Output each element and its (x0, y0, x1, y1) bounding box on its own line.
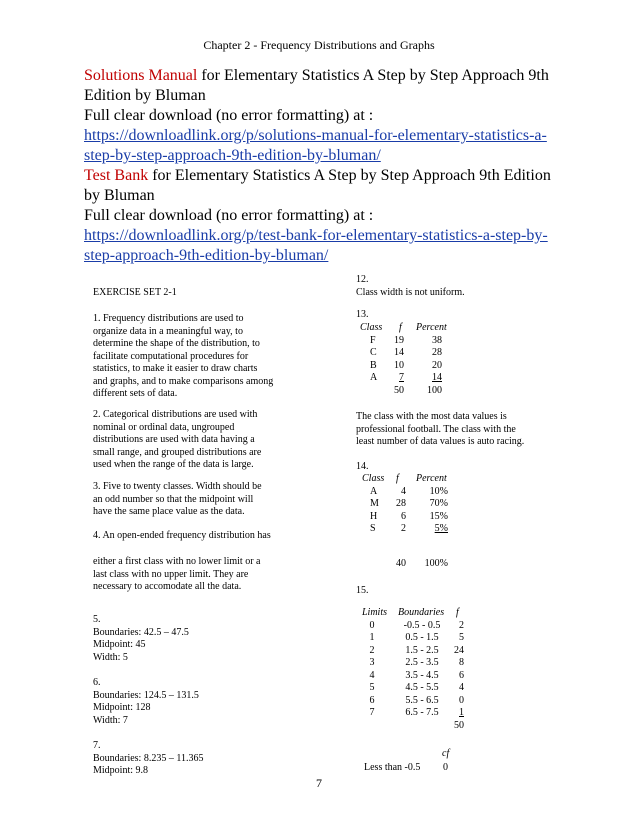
table-cell: -0.5 - 0.5 (403, 619, 441, 631)
table-14 (356, 473, 486, 536)
table-cell: 10 (394, 359, 404, 371)
table-header: f (456, 607, 459, 618)
table-total: 50 (394, 384, 404, 396)
answer-5 (93, 614, 189, 664)
solutions-manual-title-cont: Edition by Bluman (84, 87, 206, 104)
table-cell: 4 (401, 485, 406, 497)
table-cell: 0 (459, 694, 464, 706)
answer-2 (93, 409, 261, 472)
table-cell: 4.5 - 5.5 (405, 682, 439, 693)
text-line: Boundaries: 124.5 – 131.5 (93, 689, 199, 701)
text-line: nominal or ordinal data, ungrouped (93, 421, 235, 433)
text-line: Width: 5 (93, 651, 128, 663)
table-header: f (399, 322, 402, 333)
table-cell: 2 (401, 523, 406, 534)
table-cell: 2 (459, 619, 464, 631)
table-cell: 8 (459, 657, 464, 668)
table-total-row (356, 385, 486, 398)
text-line: professional football. The class with the (356, 423, 516, 435)
text-line: 12. (356, 274, 369, 285)
text-line: 3. Five to twenty classes. Width should be (93, 481, 262, 492)
table-row (356, 372, 486, 385)
table-cell: S (370, 523, 376, 534)
download-note: Full clear download (no error formatting) at : (84, 207, 374, 224)
table-cell: 2 (369, 644, 375, 656)
download-note: Full clear download (no error formatting) at : (84, 107, 374, 124)
table-cell: 5% (434, 523, 448, 534)
text-line: Midpoint: 9.8 (93, 765, 149, 776)
table-cell: 10% (429, 485, 448, 497)
table-cell: 19 (394, 334, 404, 346)
table-cell: 14 (394, 347, 404, 358)
table-row (356, 707, 486, 720)
table-total: 50 (454, 719, 464, 731)
table-cell: 0.5 - 1.5 (405, 632, 439, 643)
solutions-manual-link[interactable]: https://downloadlink.org/p/solutions-manual-for-elementary-statistics-a- (84, 127, 547, 144)
table-total: 100 (427, 384, 442, 396)
answer-3 (93, 481, 262, 519)
table-row (356, 347, 486, 360)
table-header: Class (360, 322, 383, 333)
table-row (356, 632, 486, 645)
table-cell: 7 (399, 372, 404, 383)
table-cell: 38 (432, 334, 442, 346)
table-cell: 0 (369, 619, 375, 631)
text-line: distributions are used with data having a (93, 434, 255, 445)
table-row (356, 498, 486, 511)
test-bank-label: Test Bank (84, 167, 149, 184)
solutions-manual-title: for Elementary Statistics A Step by Step Approach 9th (197, 67, 549, 84)
table-header: Boundaries (398, 607, 445, 618)
table-row (356, 511, 486, 524)
text-line: Boundaries: 8.235 – 11.365 (93, 752, 204, 764)
solutions-manual-label: Solutions Manual (84, 67, 198, 84)
table-cell: 1.5 - 2.5 (405, 644, 439, 656)
cf-row-label: Less than -0.5 (364, 762, 421, 773)
answer-13-number: 13. (356, 309, 369, 320)
table-header-row (356, 607, 486, 620)
answer-15-number: 15. (356, 585, 369, 596)
table-cell: H (370, 510, 378, 522)
text-line: and graphs, and to make comparisons among (93, 375, 274, 387)
text-line: 6. (93, 677, 101, 688)
table-row (356, 360, 486, 373)
answer-7 (93, 740, 203, 778)
running-header: Chapter 2 - Frequency Distributions and Graphs (203, 38, 435, 52)
table-row (356, 670, 486, 683)
text-line: either a first class with no lower limit or a (93, 556, 261, 567)
table-cell: 28 (396, 498, 406, 509)
table-row (356, 657, 486, 670)
table-row (356, 620, 486, 633)
text-line: organize data in a meaningful way, to (93, 325, 243, 337)
text-line: least number of data values is auto racing. (356, 436, 525, 447)
table-cell: 6 (459, 669, 464, 681)
table-14-total-row (356, 558, 486, 571)
answer-6 (93, 677, 199, 727)
test-bank-title-cont: by Bluman (84, 187, 155, 204)
solutions-manual-line (84, 66, 549, 86)
table-cell: 1 (459, 707, 464, 718)
table-cell: 3 (369, 657, 375, 668)
test-bank-line (84, 166, 551, 186)
text-line: have the same place value as the data. (93, 506, 245, 517)
table-header: Limits (362, 607, 388, 618)
table-cell: 5 (369, 682, 375, 693)
text-line: statistics, to make it easier to draw charts (93, 363, 258, 374)
answer-4-line-1: 4. An open-ended frequency distribution has (93, 530, 271, 541)
table-header: f (396, 473, 399, 484)
text-line: Boundaries: 42.5 – 47.5 (93, 626, 189, 638)
table-cell: 7 (369, 707, 375, 718)
answer-13-text (356, 411, 524, 449)
table-total: 100% (424, 558, 448, 569)
table-header-row (356, 473, 486, 486)
table-row (356, 486, 486, 499)
table-header: Percent (416, 322, 447, 333)
text-line: small range, and grouped distributions are (93, 446, 262, 458)
table-cell: M (370, 498, 379, 509)
test-bank-link[interactable]: https://downloadlink.org/p/test-bank-for-elementary-statistics-a-step-by- (84, 227, 548, 244)
table-cell: 4 (459, 682, 464, 693)
table-header-row (356, 322, 486, 335)
solutions-manual-link-cont[interactable]: step-by-step-approach-9th-edition-by-bluman/ (84, 147, 381, 164)
cf-header: cf (442, 748, 450, 759)
test-bank-link-cont[interactable]: step-approach-9th-edition-by-bluman/ (84, 247, 329, 264)
text-line: 5. (93, 614, 101, 625)
text-line: necessary to accomodate all the data. (93, 581, 242, 592)
table-cell: 70% (429, 498, 448, 509)
text-line: The class with the most data values is (356, 411, 507, 422)
text-line: 1. Frequency distributions are used to (93, 313, 244, 324)
text-line: 2. Categorical distributions are used with (93, 409, 258, 420)
table-header: Class (362, 473, 385, 484)
answer-1 (93, 313, 273, 401)
table-cell: 6 (401, 510, 406, 522)
text-line: Midpoint: 45 (93, 639, 146, 650)
text-line: last class with no upper limit. They are (93, 568, 249, 580)
page-number: 7 (316, 776, 322, 790)
table-cell: 5.5 - 6.5 (405, 694, 439, 706)
table-cell: 15% (429, 510, 448, 522)
answer-12 (356, 274, 465, 299)
text-line: determine the shape of the distribution, to (93, 338, 260, 349)
table-cell: 14 (432, 372, 442, 383)
table-total: 40 (396, 558, 406, 569)
text-line: Width: 7 (93, 714, 128, 726)
table-cell: F (370, 334, 376, 346)
answer-4-rest (93, 556, 260, 594)
table-row (356, 523, 486, 536)
table-cell: 4 (369, 669, 375, 681)
table-cell: 3.5 - 4.5 (405, 669, 439, 681)
table-cell: 20 (432, 359, 442, 371)
table-cell: A (370, 372, 378, 383)
text-line: used when the range of the data is large. (93, 459, 254, 470)
table-row (356, 695, 486, 708)
table-15 (356, 607, 486, 732)
table-cell: 24 (454, 644, 464, 656)
text-line: facilitate computational procedures for (93, 350, 249, 362)
test-bank-title: for Elementary Statistics A Step by Step Approach 9th Edition (148, 167, 551, 184)
table-13 (356, 322, 486, 397)
table-total-row (356, 720, 486, 733)
text-line: Class width is not uniform. (356, 286, 465, 298)
table-row (356, 645, 486, 658)
text-line: an odd number so that the midpoint will (93, 493, 254, 505)
text-line: 7. (93, 740, 101, 751)
table-cell: 28 (432, 347, 442, 358)
table-cell: B (370, 359, 377, 371)
table-cell: A (370, 485, 378, 497)
answer-14-number: 14. (356, 461, 369, 472)
table-cell: C (370, 347, 377, 358)
table-cell: 5 (459, 632, 464, 643)
table-body (356, 620, 486, 720)
table-cell: 2.5 - 3.5 (405, 657, 439, 668)
table-cell: 6 (369, 694, 375, 706)
table-cell: 1 (369, 632, 375, 643)
table-header: Percent (416, 473, 447, 484)
table-row (356, 335, 486, 348)
text-line: Midpoint: 128 (93, 702, 151, 713)
exercise-set-title: EXERCISE SET 2-1 (93, 287, 177, 298)
table-cell: 6.5 - 7.5 (405, 707, 439, 718)
text-line: different sets of data. (93, 388, 178, 399)
cf-row-value: 0 (443, 762, 448, 773)
table-row (356, 682, 486, 695)
